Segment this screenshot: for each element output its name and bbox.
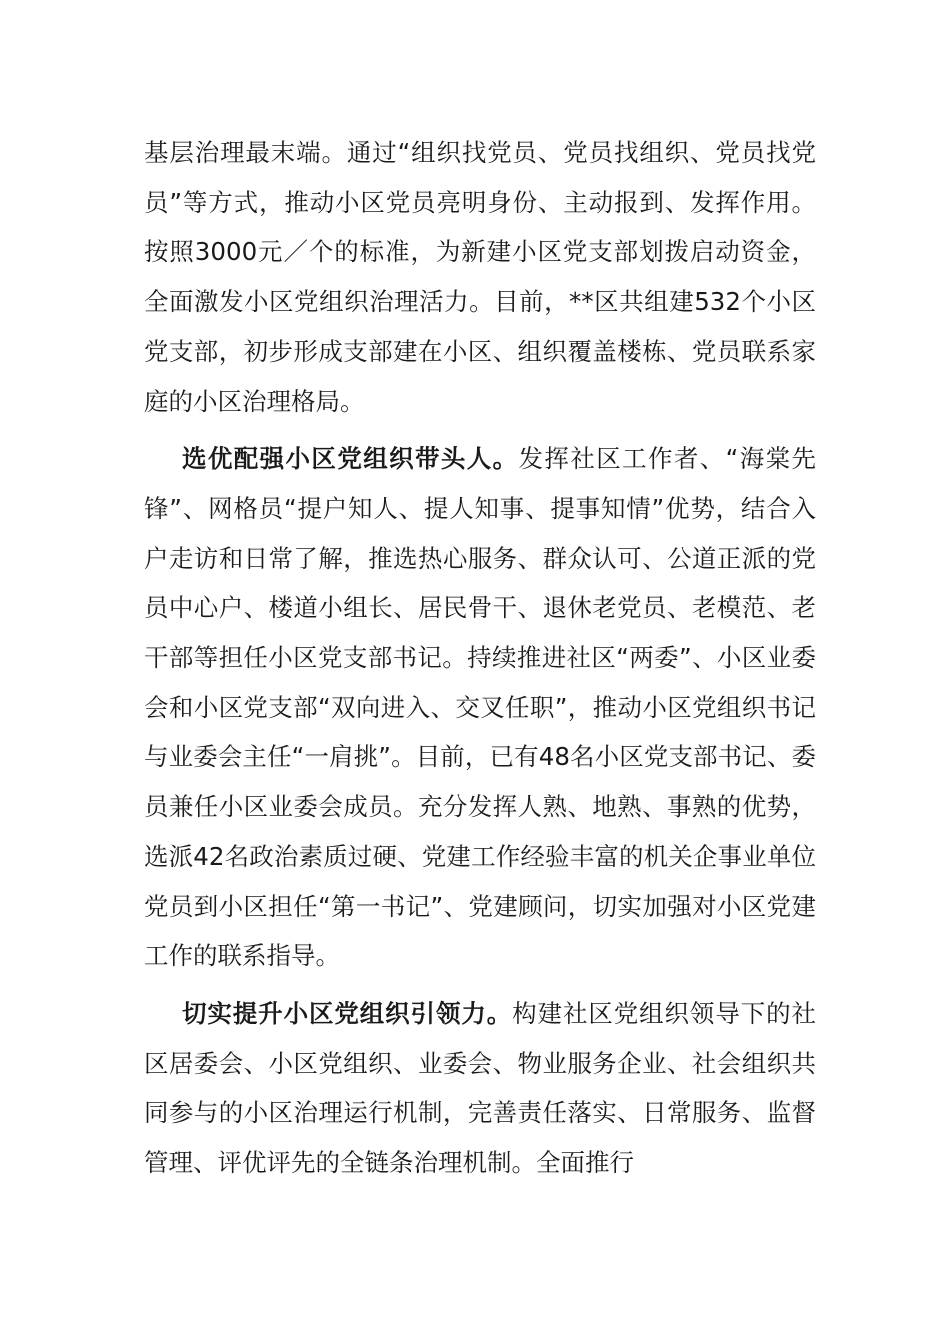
document-body bbox=[144, 128, 816, 1196]
paragraph-text: 发挥社区工作者、“海棠先锋”、网格员“提户知人、提人知事、提事知情”优势，结合入户走访和日常了解，推选热心服务、群众认可、公道正派的党员中心户、楼道小组长、居民骨干、退休老党员、老模范、老干部等担任小区党支部书记。持续推进社区“两委”、小区业委会和小区党支部“双向进入、交叉任职”，推动小区党组织书记与业委会主任“一肩挑”。目前，已有48名小区党支部书记、委员兼任小区业委会成员。充分发挥人熟、地熟、事熟的优势，选派42名政治素质过硬、党建工作经验丰富的机关企事业单位党员到小区担任“第一书记”、党建顾问，切实加强对小区党建工作的联系指导。 bbox=[144, 444, 816, 971]
paragraph-leaders bbox=[144, 434, 816, 981]
paragraph-text: 构建社区党组织领导下的社区居委会、小区党组织、业委会、物业服务企业、社会组织共同参与的小区治理运行机制，完善责任落实、日常服务、监督管理、评优评先的全链条治理机制。全面推行 bbox=[144, 998, 817, 1178]
paragraph-continuation: 基层治理最末端。通过“组织找党员、党员找组织、党员找党员”等方式，推动小区党员亮明身份、主动报到、发挥作用。按照3000元／个的标准，为新建小区党支部划拨启动资金，全面激发小区党组织治理活力。目前，**区共组建532个小区党支部，初步形成支部建在小区、组织覆盖楼栋、党员联系家庭的小区治理格局。 bbox=[144, 138, 816, 416]
paragraph-leadership bbox=[144, 989, 816, 1188]
paragraph-heading: 选优配强小区党组织带头人。 bbox=[182, 444, 519, 474]
paragraph-heading: 切实提升小区党组织引领力。 bbox=[182, 998, 513, 1028]
